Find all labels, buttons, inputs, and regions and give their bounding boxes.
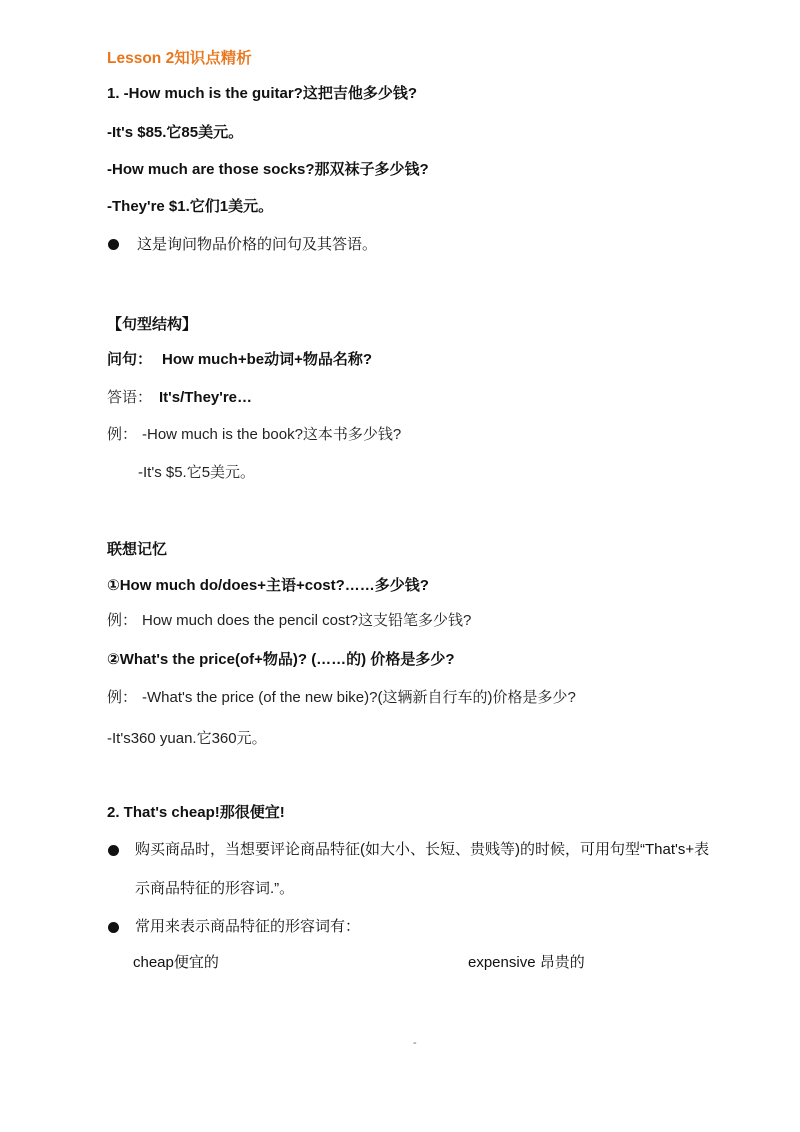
page-title: Lesson 2知识点精析 [107,50,252,67]
association-item-1-example-label: 例： [107,612,138,629]
association-heading: 联想记忆 [107,541,168,558]
example-label: 例： [107,426,138,443]
section1-answer-1: -It's $85.它85美元。 [107,124,244,141]
example-answer: -It's $5.它5美元。 [138,464,256,481]
section2-bullet-1-line-2: 示商品特征的形容词.”。 [135,880,295,897]
footer-mark: - [413,1037,417,1049]
question-label: 问句： [107,351,153,368]
answer-structure: It's/They're… [159,389,252,406]
section2-bullet-1-line-1: 购买商品时，当想要评论商品特征(如大小、长短、贵贱等)的时候，可用句型“That's+表 [135,841,710,858]
adjective-expensive: expensive 昂贵的 [468,954,585,971]
association-item-1: ①How much do/does+主语+cost?……多少钱? [107,577,429,594]
example-question: -How much is the book?这本书多少钱? [142,426,402,443]
association-item-2-answer: -It's360 yuan.它360元。 [107,730,267,747]
section1-question-2: -How much are those socks?那双袜子多少钱? [107,161,429,178]
association-item-2-example-label: 例： [107,689,138,706]
section2-heading: 2. That's cheap!那很便宜! [107,804,285,821]
bullet-dot [108,239,119,250]
answer-label: 答语： [107,389,153,406]
bullet-dot [108,922,119,933]
association-item-1-example: How much does the pencil cost?这支铅笔多少钱? [142,612,472,629]
section2-bullet-2: 常用来表示商品特征的形容词有： [135,918,361,935]
question-structure: How much+be动词+物品名称? [162,351,373,368]
bullet-dot [108,845,119,856]
structure-heading: 【句型结构】 [107,316,198,333]
adjective-cheap: cheap便宜的 [133,954,219,971]
association-item-2-example: -What's the price (of the new bike)?(这辆新自行车的)价格是多少? [142,689,576,706]
section1-bullet-text: 这是询问物品价格的问句及其答语。 [137,236,378,253]
section1-question-1: 1. -How much is the guitar?这把吉他多少钱? [107,85,418,102]
section1-answer-2: -They're $1.它们1美元。 [107,198,274,215]
association-item-2: ②What's the price(of+物品)? (……的) 价格是多少? [107,651,455,668]
